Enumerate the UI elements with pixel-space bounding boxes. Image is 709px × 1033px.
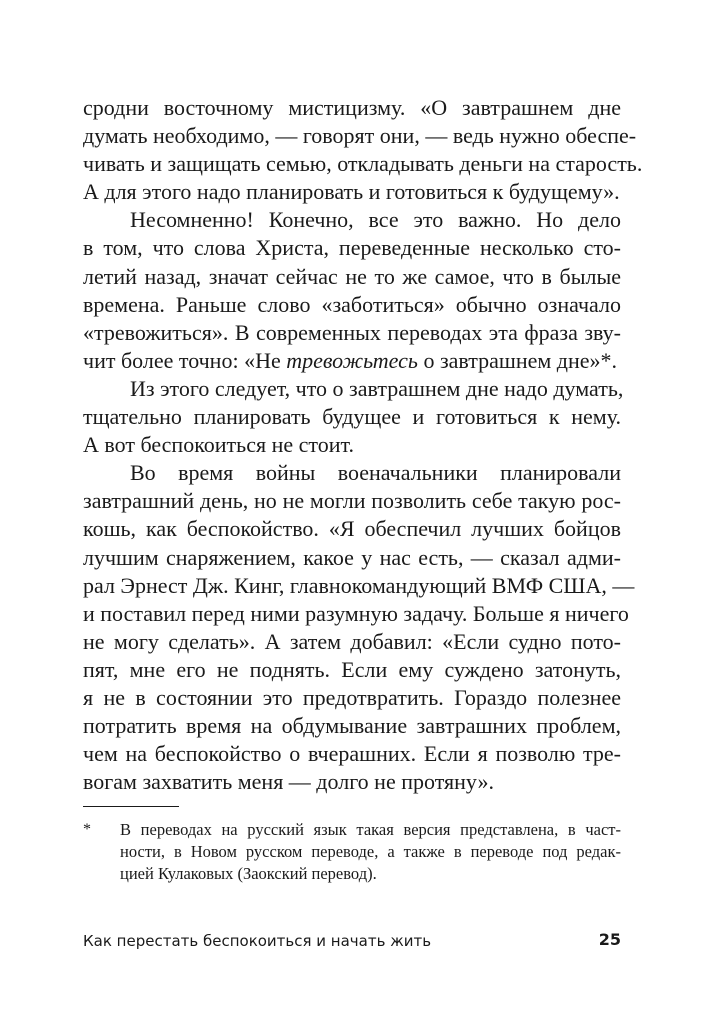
text-line: летий назад, значат сейчас не то же самое, что в былые (83, 263, 621, 289)
text-line: в том, что слова Христа, переведенные несколько сто- (83, 235, 621, 261)
text-line: «тревожиться». В современных переводах эта фраза зву- (83, 319, 621, 345)
text-line: сродни восточному мистицизму. «О завтрашнем дне (83, 95, 621, 120)
text-line: тщательно планировать будущее и готовиться к нему. (83, 404, 621, 430)
text-line: времена. Раньше слово «заботиться» обычно означало (83, 291, 621, 317)
emphasis-text: тревожьтесь (286, 347, 418, 373)
text-line: рал Эрнест Дж. Кинг, главнокомандующий ВМФ США, — (83, 572, 635, 598)
footnote-line: цией Кулаковых (Заокский перевод). (120, 864, 377, 883)
text-line: Несомненно! Конечно, все это важно. Но дело (130, 207, 621, 233)
footnote-line: ности, в Новом русском переводе, а также в переводе под редак- (120, 842, 621, 861)
text-line: А вот беспокоиться не стоит. (83, 432, 354, 458)
text-line: думать необходимо, — говорят они, — ведь нужно обеспе- (83, 123, 637, 149)
footnote-text (120, 819, 621, 885)
text-line: завтрашний день, но не могли позволить себе такую рос- (83, 488, 621, 514)
footnote-divider (83, 806, 179, 807)
main-text (83, 94, 643, 796)
text-line: А для этого надо планировать и готовиться к будущему». (83, 179, 620, 205)
text-line: чивать и защищать семью, откладывать деньги на старость. (83, 151, 643, 177)
text-line: потратить время на обдумывание завтрашних проблем, (83, 713, 621, 739)
footnote-line: В переводах на русский язык такая версия представлена, в част- (120, 820, 621, 839)
text-line: не могу сделать». А затем добавил: «Если судно пото- (83, 628, 621, 654)
text-line: Из этого следует, что о завтрашнем дне надо думать, (130, 375, 624, 401)
text-line: пят, мне его не поднять. Если ему суждено затонуть, (83, 656, 621, 682)
text-segment: о завтрашнем дне»*. (423, 347, 618, 373)
text-segment: чит более точно: «Не (83, 347, 281, 373)
text-line: Во время войны военачальники планировали (130, 460, 621, 486)
text-line: лучшим снаряжением, какое у нас есть, — сказал адми- (83, 544, 621, 570)
text-line: чем на беспокойство о вчерашних. Если я позволю тре- (83, 741, 621, 767)
text-line: кошь, как беспокойство. «Я обеспечил лучших бойцов (83, 516, 621, 542)
page-number: 25 (598, 930, 621, 949)
running-footer-title: Как перестать беспокоиться и начать жить (83, 932, 432, 950)
text-line: я не в состоянии это предотвратить. Гораздо полезнее (83, 684, 621, 710)
text-line-with-emphasis (83, 347, 621, 375)
text-line: и поставил перед ними разумную задачу. Больше я ничего (83, 600, 629, 626)
footnote-marker: * (83, 821, 91, 838)
text-line: вогам захватить меня — долго не протяну». (83, 769, 494, 795)
